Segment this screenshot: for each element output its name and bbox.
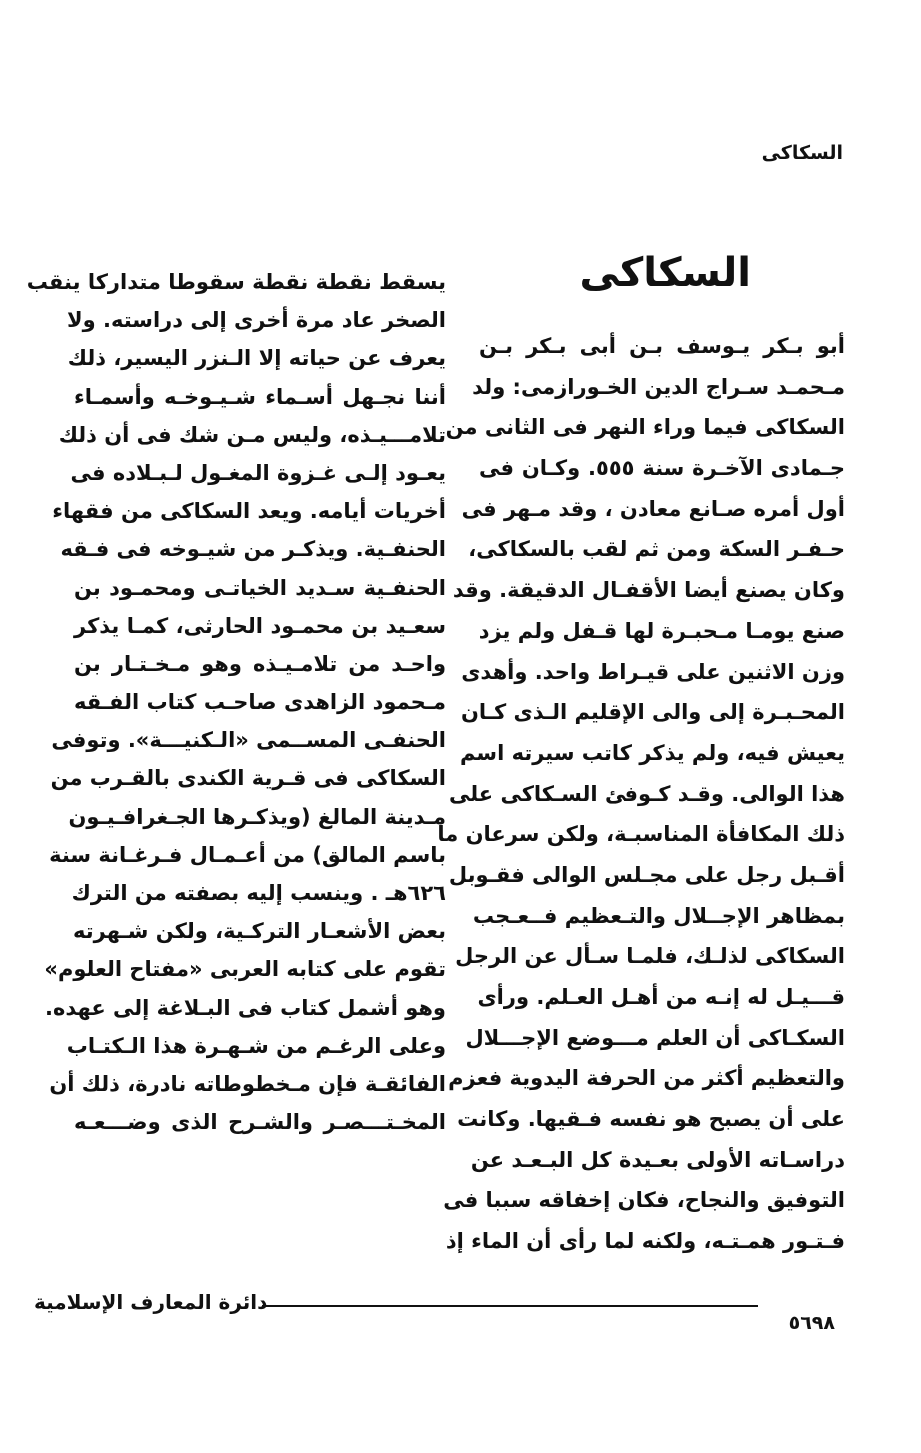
text-line: الفائقـة فإن مـخطوطاته نادرة، ذلك أن: [49, 1071, 446, 1096]
text-line: ذلك المكافأة المناسبـة، ولكن سرعان ما: [437, 822, 845, 847]
text-line: الحنفـية سـديد الخياتـى ومحمـود بن: [74, 575, 446, 600]
right-column: [437, 326, 845, 1262]
text-line: صنع يومـا مـحبـرة لها قـفل ولم يزد: [478, 618, 845, 643]
text-line: واحـد من تلامـيـذه وهو مـخـتـار بن: [74, 651, 446, 676]
text-line: مـحمـد سـراج الدين الخـورازمى: ولد: [472, 374, 845, 399]
footer-rule: [262, 1305, 758, 1307]
text-line: مـحمود الزاهدى صاحـب كتاب الفـقه: [74, 690, 446, 715]
text-line: المحـبـرة إلى والى الإقليم الـذى كـان: [461, 700, 845, 725]
text-line: وزن الاثنين على قيـراط واحد. وأهدى: [461, 659, 845, 684]
text-line: مـدينة المالغ (ويذكـرها الجـغرافـيـون: [68, 804, 446, 829]
text-line: السكاكى فيما وراء النهر فى الثانى من: [445, 415, 845, 440]
text-line: أخريات أيامه. ويعد السكاكى من فقهاء: [52, 499, 446, 524]
text-line: هذا الوالى. وقـد كـوفئ السـكاكى على: [448, 781, 845, 806]
text-line: والتعظيم أكثر من الحرفة اليدوية فعزم: [448, 1066, 845, 1091]
text-line: الصخر عاد مرة أخرى إلى دراسته. ولا: [67, 308, 446, 333]
left-column: [26, 263, 446, 1141]
text-line: السكاكى لذلـك، فلمـا سـأل عن الرجل: [455, 944, 845, 969]
text-line: سعـيد بن محمـود الحارثى، كمـا يذكر: [74, 613, 446, 638]
footer-publication: دائرة المعارف الإسلامية: [34, 1290, 268, 1314]
text-line: أول أمره صـانع معادن ، وقد مـهر فى: [461, 496, 845, 521]
text-line: بمظاهر الإجــلال والتـعظيم فــعـجب: [472, 903, 845, 928]
text-line: يعـود إلـى غـزوة المغـول لـبـلاده فى: [70, 460, 446, 485]
text-line: التوفيق والنجاح، فكان إخفاقه سببا فى: [443, 1188, 845, 1213]
text-line: جـمادى الآخـرة سنة ٥٥٥. وكـان فى: [479, 456, 845, 481]
text-line: وكان يصنع أيضا الأقفـال الدقيقة. وقد: [452, 578, 845, 603]
text-line: المخـتـــصـر والشـرح الذى وضـــعـه: [74, 1110, 446, 1135]
text-line: بعض الأشعـار التركـية، ولكن شـهرته: [73, 919, 446, 944]
text-line: وهو أشمل كتاب فى البـلاغة إلى عهده.: [45, 995, 446, 1020]
text-line: السكاكى فى قـرية الكندى بالقـرب من: [50, 766, 446, 791]
page-number: ٥٦٩٨: [788, 1312, 835, 1334]
text-line: أننا نجـهل أسـماء شـيـوخـه وأسمـاء: [74, 384, 446, 409]
text-line: أقـبل رجل على مجـلس الوالى فقـوبل: [448, 862, 845, 887]
text-line: الحنفـية. ويذكـر من شيـوخه فى فـقه: [60, 537, 446, 562]
text-line: تقوم على كتابه العربى «مفتاح العلوم»: [44, 957, 446, 982]
text-line: السكـاكى أن العلم مـــوضع الإجـــلال: [465, 1025, 845, 1050]
text-line: يسقط نقطة نقطة سقوطا متداركا ينقب: [26, 270, 446, 294]
text-line: وعلى الرغـم من شـهـرة هذا الـكتـاب: [66, 1033, 446, 1058]
text-line: أبو بـكر يـوسف بـن أبى بـكر بـن: [479, 334, 845, 358]
text-line: باسم المالق) من أعـمـال فـرغـانة سنة: [49, 842, 446, 867]
text-line: فـتـور همـتـه، ولكنه لما رأى أن الماء إذ: [445, 1229, 845, 1254]
text-line: يعيش فيه، ولم يذكر كاتب سيرته اسم: [459, 740, 845, 765]
text-line: يعرف عن حياته إلا الـنزر اليسير، ذلك: [67, 346, 446, 371]
running-head: السكاكى: [761, 142, 843, 164]
article-title: السكاكى: [579, 250, 751, 296]
text-line: على أن يصبح هو نفسه فـقيها. وكانت: [457, 1107, 845, 1132]
text-line: قـــيـل له إنـه من أهـل العـلم. ورأى: [477, 985, 845, 1009]
text-line: حـفـر السكة ومن ثم لقب بالسكاكى،: [468, 537, 845, 562]
text-line: الحنفـى المســمى «الـكنيـــة». وتوفى: [51, 728, 446, 753]
text-line: تلامـــيـذه، وليس مـن شك فى أن ذلك: [58, 422, 446, 447]
text-line: دراسـاته الأولى بعـيدة كل البـعـد عن: [470, 1147, 845, 1172]
text-line: ٦٢٦هـ . وينسب إليه بصفته من الترك: [71, 881, 446, 905]
